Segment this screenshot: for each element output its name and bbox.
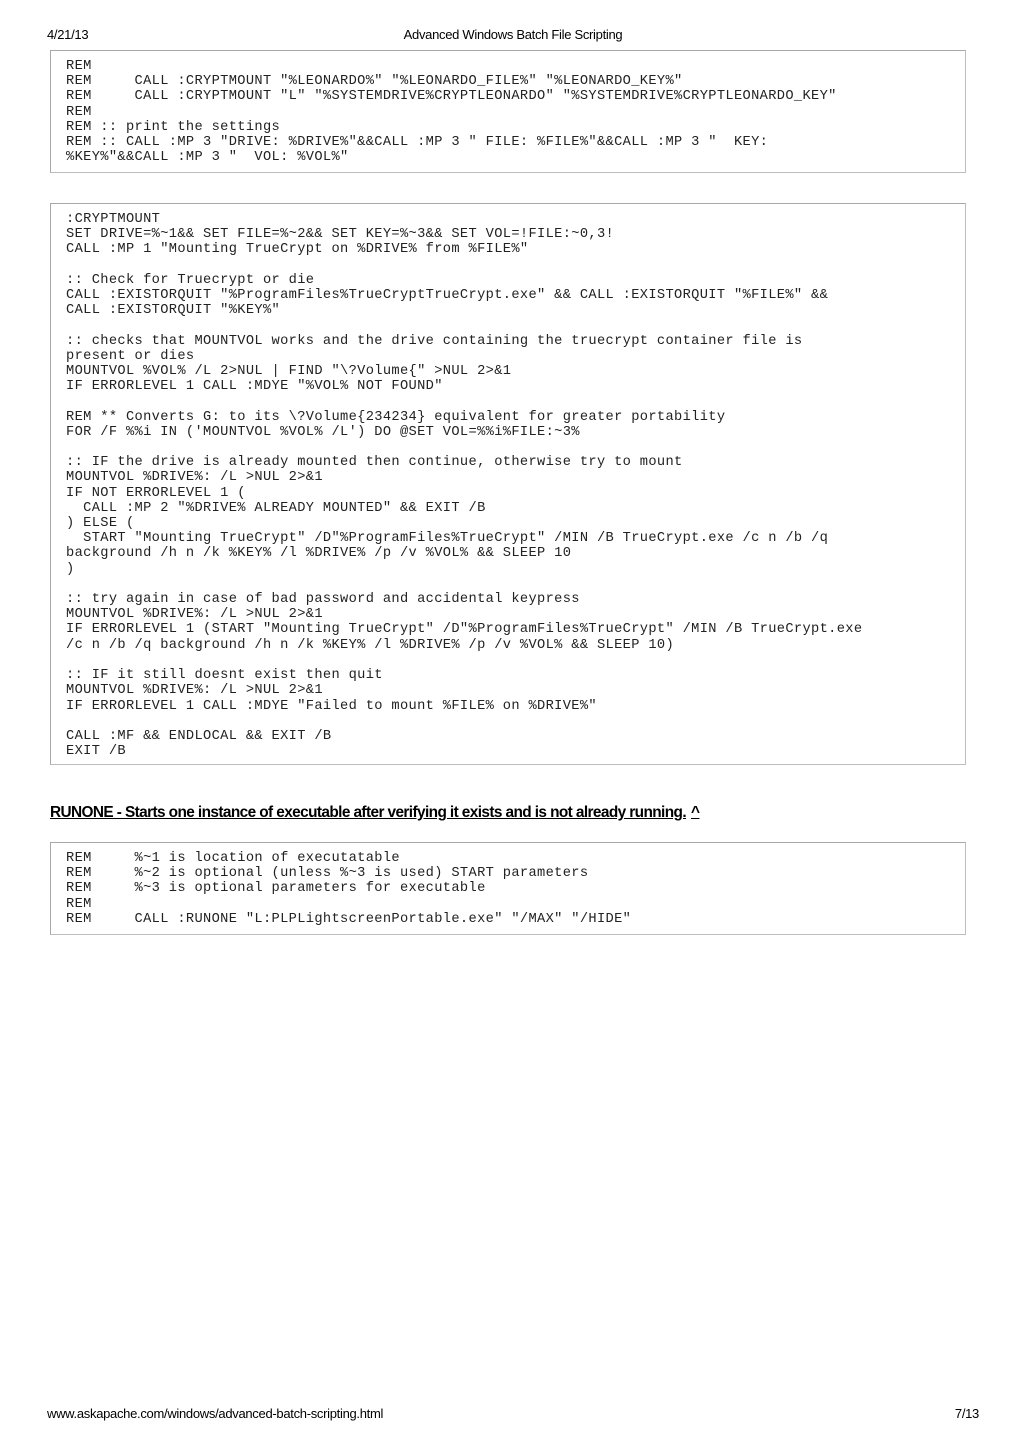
document-title: Advanced Windows Batch File Scripting: [403, 27, 623, 42]
code-block-cryptmount-usage: [50, 50, 966, 173]
runone-section-heading: [50, 804, 699, 822]
section-heading-text: RUNONE - Starts one instance of executable after verifying it exists and is not already running.: [50, 804, 687, 821]
source-url: www.askapache.com/windows/advanced-batch-scripting.html: [47, 1406, 384, 1421]
code-text: :CRYPTMOUNT SET DRIVE=%~1&& SET FILE=%~2&& SET KEY=%~3&& SET VOL=!FILE:~0,3! CALL :MP 1 "Mounting TrueCrypt on %DRIVE% from %FILE%" :: Check for Truecrypt or die CALL :EXISTORQUIT "%ProgramFiles%TrueCryptTrueCrypt.exe" && CALL :EXISTORQUIT "%FILE%" && CALL :EXISTORQUIT "%KEY%" :: checks that MOUNTVOL works and the drive containing the truecrypt container file is present or dies MOUNTVOL %VOL% /L 2>NUL | FIND "\?Volume{" >NUL 2>&1 IF ERRORLEVEL 1 CALL :MDYE "%VOL% NOT FOUND" REM ** Converts G: to its \?Volume{234234} equivalent for greater portability FOR /F %%i IN ('MOUNTVOL %VOL% /L') DO @SET VOL=%%i%FILE:~3% :: IF the drive is already mounted then continue, otherwise try to mount MOUNTVOL %DRIVE%: /L >NUL 2>&1 IF NOT ERRORLEVEL 1 ( CALL :MP 2 "%DRIVE% ALREADY MOUNTED" && EXIT /B ) ELSE ( START "Mounting TrueCrypt" /D"%ProgramFiles%TrueCrypt" /MIN /B TrueCrypt.exe /c n /b /q background /h n /k %KEY% /l %DRIVE% /p /v %VOL% && SLEEP 10 ) :: try again in case of bad password and accidental keypress MOUNTVOL %DRIVE%: /L >NUL 2>&1 IF ERRORLEVEL 1 (START "Mounting TrueCrypt" /D"%ProgramFiles%TrueCrypt" /MIN /B TrueCrypt.exe /c n /b /q background /h n /k %KEY% /l %DRIVE% /p /v %VOL% && SLEEP 10) :: IF it still doesnt exist then quit MOUNTVOL %DRIVE%: /L >NUL 2>&1 IF ERRORLEVEL 1 CALL :MDYE "Failed to mount %FILE% on %DRIVE%" CALL :MF && ENDLOCAL && EXIT /B EXIT /B: [66, 212, 863, 760]
code-text: REM %~1 is location of executatable REM %~2 is optional (unless %~3 is used) START parameters REM %~3 is optional parameters for executable REM REM CALL :RUNONE "L:PLPLightscreenPortable.exe" "/MAX" "/HIDE": [66, 851, 632, 927]
back-to-top-link[interactable]: ^: [691, 804, 700, 821]
code-block-cryptmount-function: [50, 203, 966, 765]
print-date: 4/21/13: [47, 27, 89, 42]
code-block-runone-usage: [50, 842, 966, 935]
page-footer: [47, 1406, 979, 1424]
code-text: REM REM CALL :CRYPTMOUNT "%LEONARDO%" "%LEONARDO_FILE%" "%LEONARDO_KEY%" REM CALL :CRYPTMOUNT "L" "%SYSTEMDRIVE%CRYPTLEONARDO" "%SYSTEMDRIVE%CRYPTLEONARDO_KEY" REM REM :: print the settings REM :: CALL :MP 3 "DRIVE: %DRIVE%"&&CALL :MP 3 " FILE: %FILE%"&&CALL :MP 3 " KEY: %KEY%"&&CALL :MP 3 " VOL: %VOL%": [66, 59, 837, 166]
page-number: 7/13: [954, 1406, 979, 1421]
page-header: [47, 27, 979, 45]
